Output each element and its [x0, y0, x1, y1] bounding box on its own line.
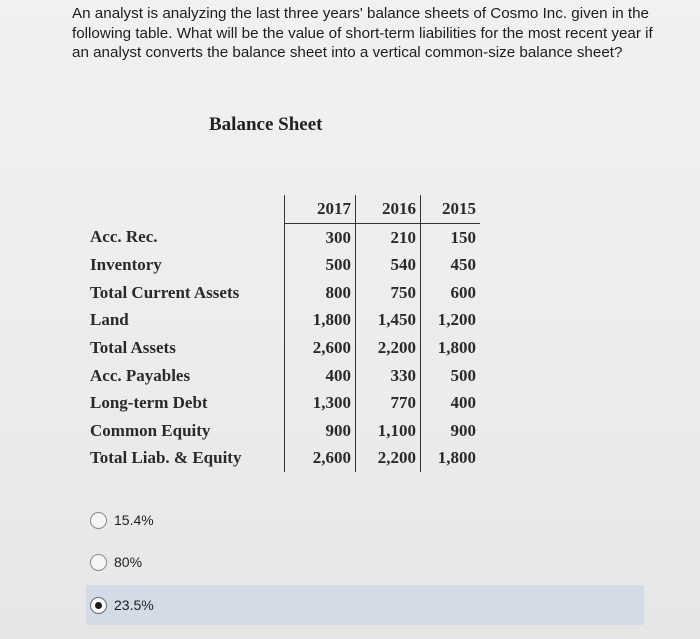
cell-2015: 1,800: [437, 448, 476, 468]
option-label: 80%: [114, 554, 143, 570]
question-text: An analyst is analyzing the last three years' balance sheets of Cosmo Inc. given in the following table. What will be the value of short-term liabilities for the most recent year if an analyst converts the balance sheet into a vertical common-size balance sheet?: [72, 5, 653, 61]
cell-2015: 900: [450, 420, 476, 440]
cell-2016: 330: [356, 362, 421, 390]
cell-2017: 500: [285, 251, 356, 279]
cell-2015: 450: [450, 255, 476, 275]
answer-option-23-5[interactable]: [86, 585, 644, 625]
cell-2017: 900: [285, 417, 356, 445]
table-row: [82, 279, 480, 307]
table-row: [82, 251, 480, 279]
table-row: [82, 334, 480, 362]
row-label: Total Assets: [90, 337, 176, 357]
cell-2016: 770: [356, 389, 421, 417]
table-row: [82, 417, 480, 445]
cell-2015: 400: [450, 393, 476, 413]
column-header-2015: 2015: [421, 195, 481, 223]
cell-2017: 1,800: [285, 306, 356, 334]
cell-2016: 1,100: [356, 417, 421, 445]
cell-2016: 540: [356, 251, 421, 279]
cell-2017: 300: [285, 223, 356, 251]
radio-selected-icon[interactable]: [90, 597, 107, 614]
balance-sheet-title: Balance Sheet: [209, 114, 323, 135]
table-header-row: [82, 195, 480, 223]
row-label: Land: [90, 310, 129, 330]
option-label: 15.4%: [114, 512, 154, 528]
cell-2016: 750: [356, 279, 421, 307]
radio-dot-icon: [95, 602, 102, 609]
table-row: [82, 306, 480, 334]
cell-2016: 210: [356, 223, 421, 251]
radio-button-icon[interactable]: [90, 512, 107, 529]
row-label: Acc. Rec.: [90, 227, 158, 247]
cell-2015: 600: [450, 282, 476, 302]
cell-2015: 1,800: [437, 337, 476, 357]
header-empty-cell: [82, 195, 285, 223]
balance-sheet-table: [82, 195, 480, 472]
cell-2015: 500: [450, 365, 476, 385]
row-label: Acc. Payables: [90, 365, 191, 385]
cell-2015: 150: [450, 227, 476, 247]
cell-2017: 2,600: [285, 444, 356, 472]
column-header-2016: 2016: [356, 195, 421, 223]
row-label: Total Current Assets: [90, 282, 240, 302]
table-row: [82, 444, 480, 472]
cell-2016: 2,200: [356, 334, 421, 362]
cell-2015: 1,200: [437, 310, 476, 330]
cell-2017: 800: [285, 279, 356, 307]
cell-2017: 400: [285, 362, 356, 390]
cell-2016: 1,450: [356, 306, 421, 334]
column-header-2017: 2017: [285, 195, 356, 223]
cell-2016: 2,200: [356, 444, 421, 472]
cell-2017: 2,600: [285, 334, 356, 362]
answer-option-15-4[interactable]: [86, 500, 644, 540]
radio-button-icon[interactable]: [90, 554, 107, 571]
row-label: Long-term Debt: [90, 393, 208, 413]
table-row: [82, 223, 480, 251]
row-label: Inventory: [90, 255, 162, 275]
cell-2017: 1,300: [285, 389, 356, 417]
table-row: [82, 362, 480, 390]
row-label: Common Equity: [90, 420, 211, 440]
answer-option-80[interactable]: [86, 542, 644, 582]
table-row: [82, 389, 480, 417]
option-label: 23.5%: [114, 597, 154, 613]
row-label: Total Liab. & Equity: [90, 448, 242, 468]
